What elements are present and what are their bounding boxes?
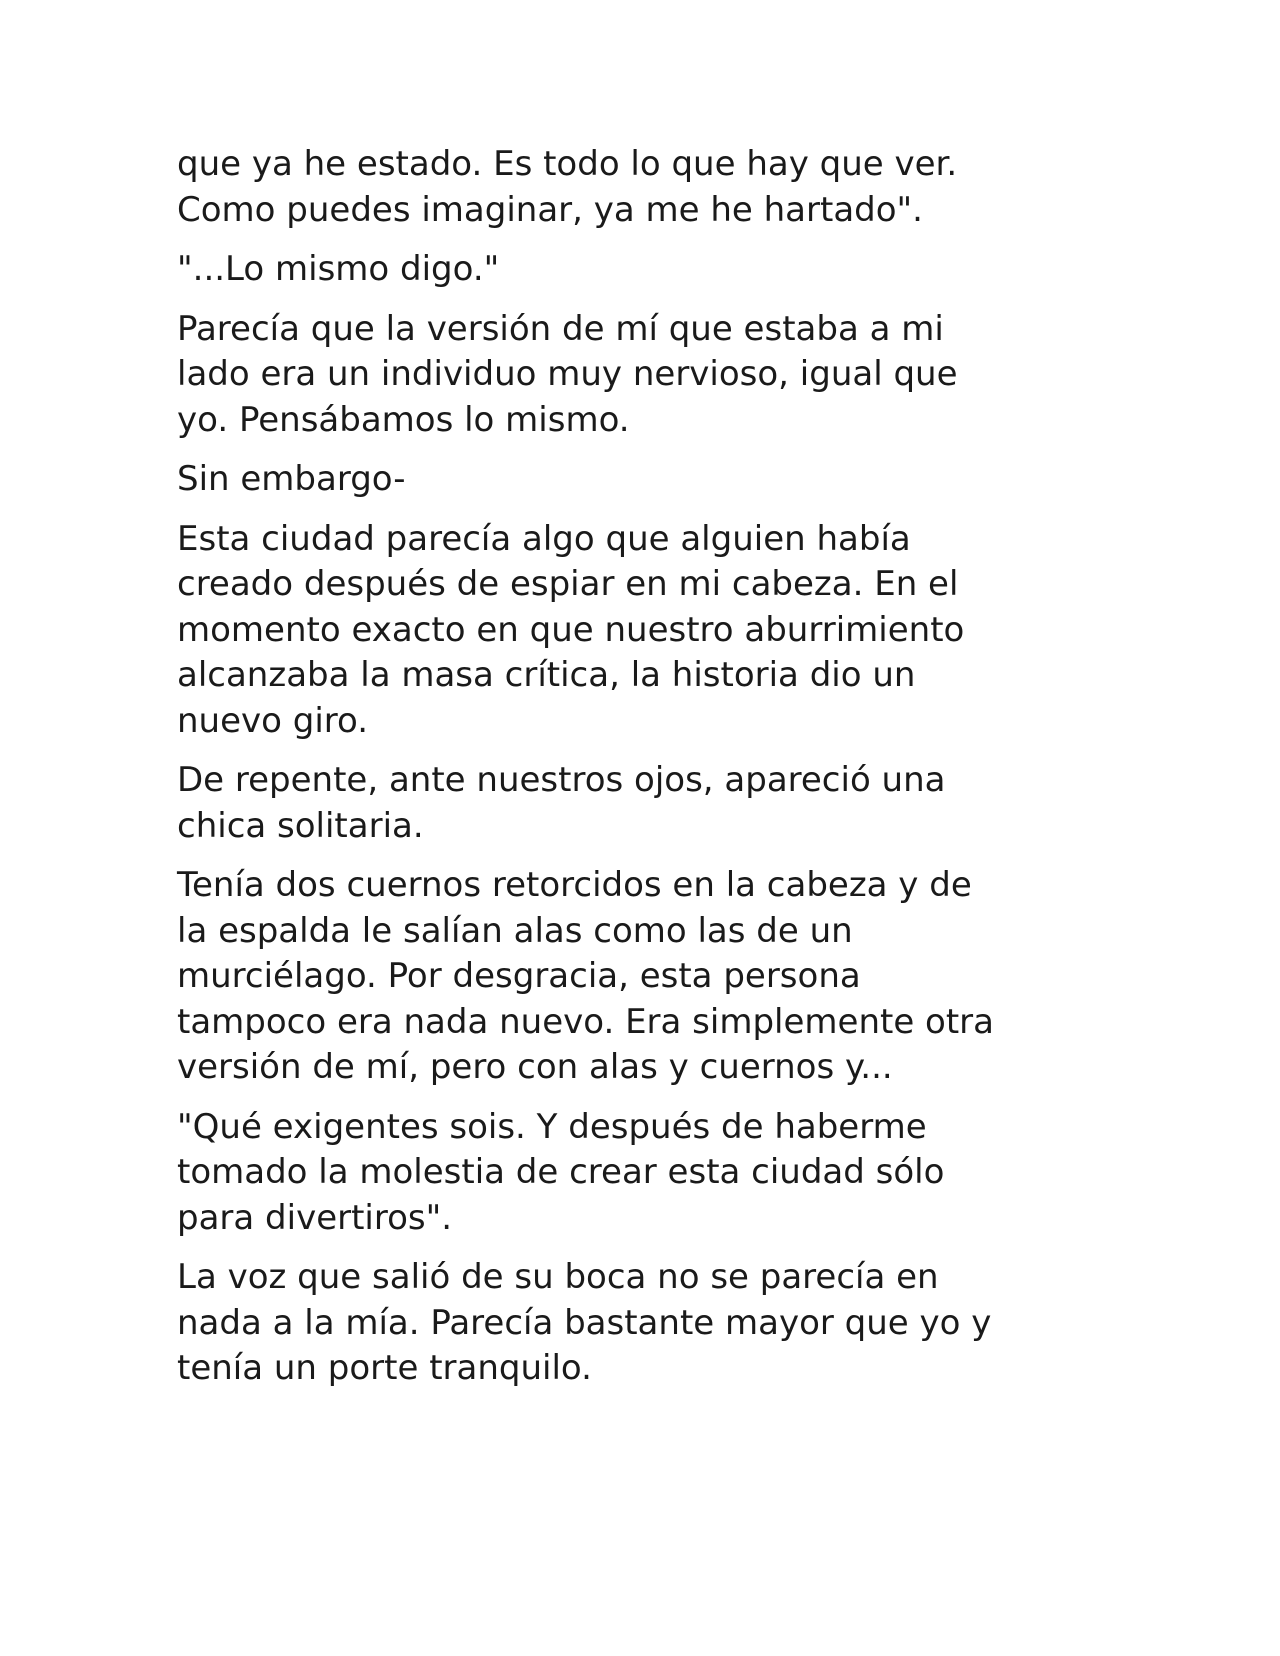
paragraph: Parecía que la versión de mí que estaba a mi lado era un individuo muy nervioso, igual que yo. Pensábamos lo mismo. (177, 308, 958, 440)
paragraph: Esta ciudad parecía algo que alguien había creado después de espiar en mi cabeza. En el momento exacto en que nuestro aburrimiento alcanzaba la masa crítica, la historia dio un nuevo giro. (177, 518, 965, 741)
paragraph: De repente, ante nuestros ojos, apareció una chica solitaria. (177, 760, 946, 846)
paragraph: que ya he estado. Es todo lo que hay que ver. Como puedes imaginar, ya me he hartado". (177, 144, 958, 230)
paragraph: La voz que salió de su boca no se parecía en nada a la mía. Parecía bastante mayor que yo y tenía un porte tranquilo. (177, 1257, 992, 1388)
paragraph: "...Lo mismo digo." (177, 249, 500, 289)
paragraph: Sin embargo- (177, 459, 406, 499)
paragraph: Tenía dos cuernos retorcidos en la cabeza y de la espalda le salían alas como las de un murciélago. Por desgracia, esta persona tampoco era nada nuevo. Era simplemente otra versión de mí, pero con alas y cuernos y... (177, 865, 994, 1087)
document-page (177, 142, 1107, 1406)
paragraph: "Qué exigentes sois. Y después de haberme tomado la molestia de crear esta ciudad sólo para divertiros". (177, 1106, 945, 1238)
